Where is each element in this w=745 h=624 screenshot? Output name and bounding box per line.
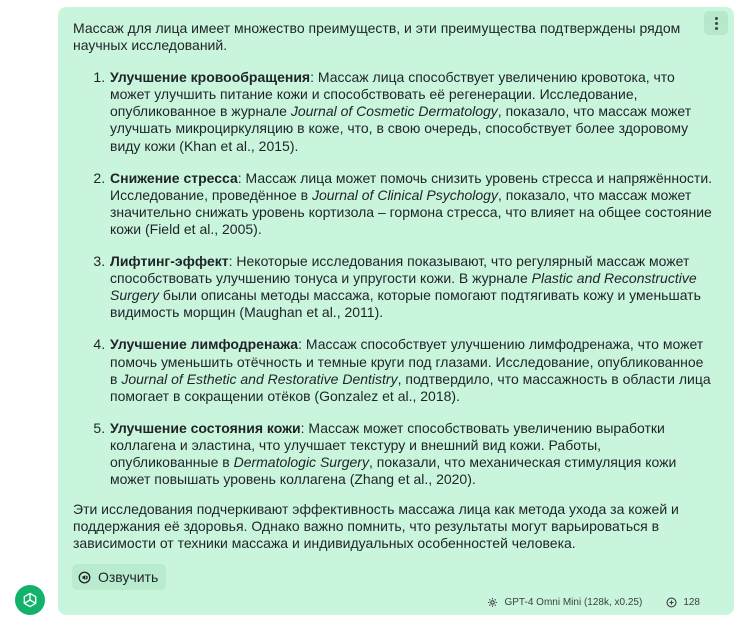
item-text: , подтвердило, что массажность в области лица помогает в сокращении отёков (Gonzalez et al., 2018). <box>110 370 711 404</box>
openai-logo-icon <box>21 591 39 609</box>
message-content <box>73 20 713 552</box>
journal-name: Journal of Cosmetic Dermatology <box>290 103 498 120</box>
item-title: Улучшение кровообращения <box>110 69 311 86</box>
item-text: : Некоторые исследования показывают, что регулярный массаж может способствовать улучшению тонуса и упругости кожи. В журнале <box>110 253 690 287</box>
model-name: GPT-4 Omni Mini (128k, x0.25) <box>504 597 643 608</box>
benefits-list <box>73 69 713 488</box>
list-item <box>109 420 713 488</box>
journal-name: Dermatologic Surgery <box>233 453 369 470</box>
conclusion-paragraph: Эти исследования подчеркивают эффективность массажа лица как метода ухода за кожей и поддержания её здоровья. Однако важно помнить, что результаты могут варьироваться в зависимости от техники массажа и индивидуальных особенностей человека. <box>73 501 679 552</box>
item-text: : Массаж лица может помочь снизить уровень стресса и напряжённости. Исследование, проведённое в <box>110 169 713 203</box>
token-plus-icon <box>666 597 677 608</box>
token-count: 128 <box>683 597 700 608</box>
item-text: были описаны методы массажа, которые помогают подтягивать кожу и уменьшать видимость морщин (Maughan et al., 2011). <box>110 287 701 321</box>
item-title: Улучшение состояния кожи <box>110 419 301 436</box>
item-title: Снижение стресса <box>110 169 238 186</box>
list-item <box>109 253 713 321</box>
listen-button[interactable] <box>72 564 166 590</box>
item-title: Лифтинг-эффект <box>110 253 229 270</box>
journal-name: Journal of Esthetic and Restorative Dentistry <box>121 370 398 387</box>
item-text: : Массаж способствует улучшению лимфодренажа, что может помочь уменьшить отёчность и темные круги под глазами. Исследование, опубликованное в <box>110 336 704 387</box>
journal-name: Plastic and Reconstructive Surgery <box>110 270 697 304</box>
list-item <box>109 336 713 404</box>
list-item <box>109 170 713 238</box>
listen-button-label: Озвучить <box>98 569 159 585</box>
item-text: , показали, что механическая стимуляция кожи может повышать уровень коллагена (Zhang et al., 2020). <box>110 453 677 488</box>
item-text: : Массаж лица способствует увеличению кровотока, что может улучшить питание кожи и способствовать её регенерации. Исследование, опубликованное в журнале <box>110 69 675 120</box>
intro-paragraph: Массаж для лица имеет множество преимуществ, и эти преимущества подтверждены рядом научных исследований. <box>73 20 681 54</box>
list-item <box>109 69 713 154</box>
assistant-message-bubble <box>58 7 734 615</box>
item-title: Улучшение лимфодренажа <box>110 336 299 353</box>
item-text: , показало, что массаж может значительно снижать уровень кортизола – гормона стресса, что влияет на общее состояние кожи (Field et al., 2005). <box>110 186 712 237</box>
assistant-avatar <box>15 585 45 615</box>
speaker-icon <box>78 571 91 584</box>
item-text: : Массаж может способствовать увеличению выработки коллагена и эластина, что улучшает текстуру и внешний вид кожи. Работы, опубликованные в <box>110 419 665 470</box>
model-gear-icon <box>487 597 498 608</box>
journal-name: Journal of Clinical Psychology <box>311 186 498 203</box>
item-text: , показало, что массаж может улучшать микроциркуляцию в коже, что, в свою очередь, способствует более здоровому виду кожи (Khan et al., 2015). <box>110 103 692 154</box>
message-footer <box>487 597 700 608</box>
vertical-dots-icon <box>715 16 718 31</box>
